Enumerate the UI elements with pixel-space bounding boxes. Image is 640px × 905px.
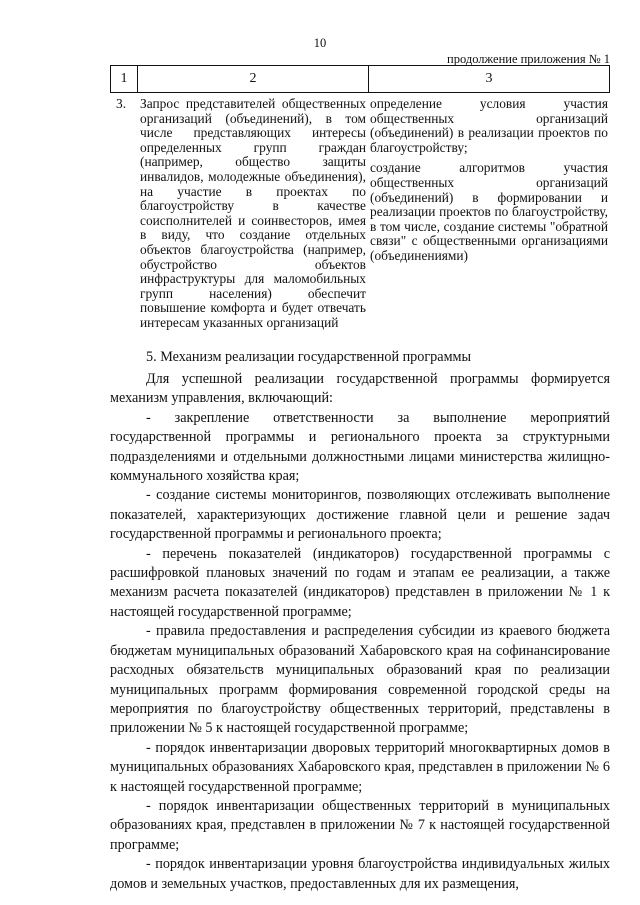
column-header-1: 1	[111, 66, 138, 93]
measure-item: определение условия участия общественных организаций (объединений) в реализации проектов по благоустройству;	[370, 96, 608, 155]
section-body	[110, 370, 610, 894]
paragraph: - правила предоставления и распределения субсидии из краевого бюджета бюджетам муниципальных образований Хабаровского края на софинансирование расходных обязательств муниципальных образований края по реализации муниципальных программ формирования современной городской среды на мероприятия по благоустройству общественных территорий, представлены в приложении № 5 к настоящей государственной программе;	[110, 623, 610, 737]
paragraph: - закрепление ответственности за выполнение мероприятий государственной программы и регионального проекта за структурными подразделениями и отдельными должностными лицами министерства жилищно-коммунального хозяйства края;	[110, 409, 610, 485]
row-action-text: Запрос представителей общественных организаций (объединений), в том числе представляющих интересы определенных групп граждан (например, общество защиты инвалидов, молодежные объединения), на участие в проектах по благоустройству в качестве соисполнителей и соинвесторов, имея в виду, что создание отдельных объектов благоустройства (например, обустройство объектов инфраструктуры для маломобильных групп населения) обеспечит повышение комфорта и будет отвечать интересам указанных организаций	[140, 96, 366, 330]
row-measures	[370, 97, 608, 270]
paragraph: - порядок инвентаризации уровня благоустройства индивидуальных жилых домов и земельных участков, предоставленных для их размещения,	[110, 856, 610, 892]
appendix-note: продолжение приложения № 1	[447, 52, 610, 66]
table-row	[110, 95, 610, 330]
paragraph: - создание системы мониторингов, позволяющих отслеживать выполнение показателей, характеризующих достижение главной цели и решение задач государственной программы и регионального проекта;	[110, 487, 610, 543]
column-header-2: 2	[138, 66, 369, 93]
paragraph: Для успешной реализации государственной программы формируется механизм управления, включающий:	[110, 371, 610, 407]
paragraph: - порядок инвентаризации общественных территорий в муниципальных образованиях края, представлен в приложении № 7 к настоящей государственной программе;	[110, 797, 610, 853]
paragraph: - перечень показателей (индикаторов) государственной программы с расшифровкой плановых значений по годам и этапам ее реализации, а также механизм расчета показателей (индикаторов) представлен в приложении № 1 к настоящей государственной программе;	[110, 545, 610, 620]
column-header-3: 3	[369, 66, 610, 93]
page-number: 10	[313, 36, 327, 50]
table-column-headers	[110, 65, 610, 93]
row-number: 3.	[116, 96, 127, 111]
paragraph: - порядок инвентаризации дворовых территорий многоквартирных домов в муниципальных образованиях Хабаровского края, представлен в приложении № 6 к настоящей государственной программе;	[110, 739, 610, 795]
measure-item: создание алгоритмов участия общественных организаций (объединений) в формировании и реализации проектов по благоустройству, в том числе, создание системы "обратной связи" с общественными организациями (объединениями)	[370, 160, 608, 263]
section-title: 5. Механизм реализации государственной программы	[146, 349, 472, 365]
